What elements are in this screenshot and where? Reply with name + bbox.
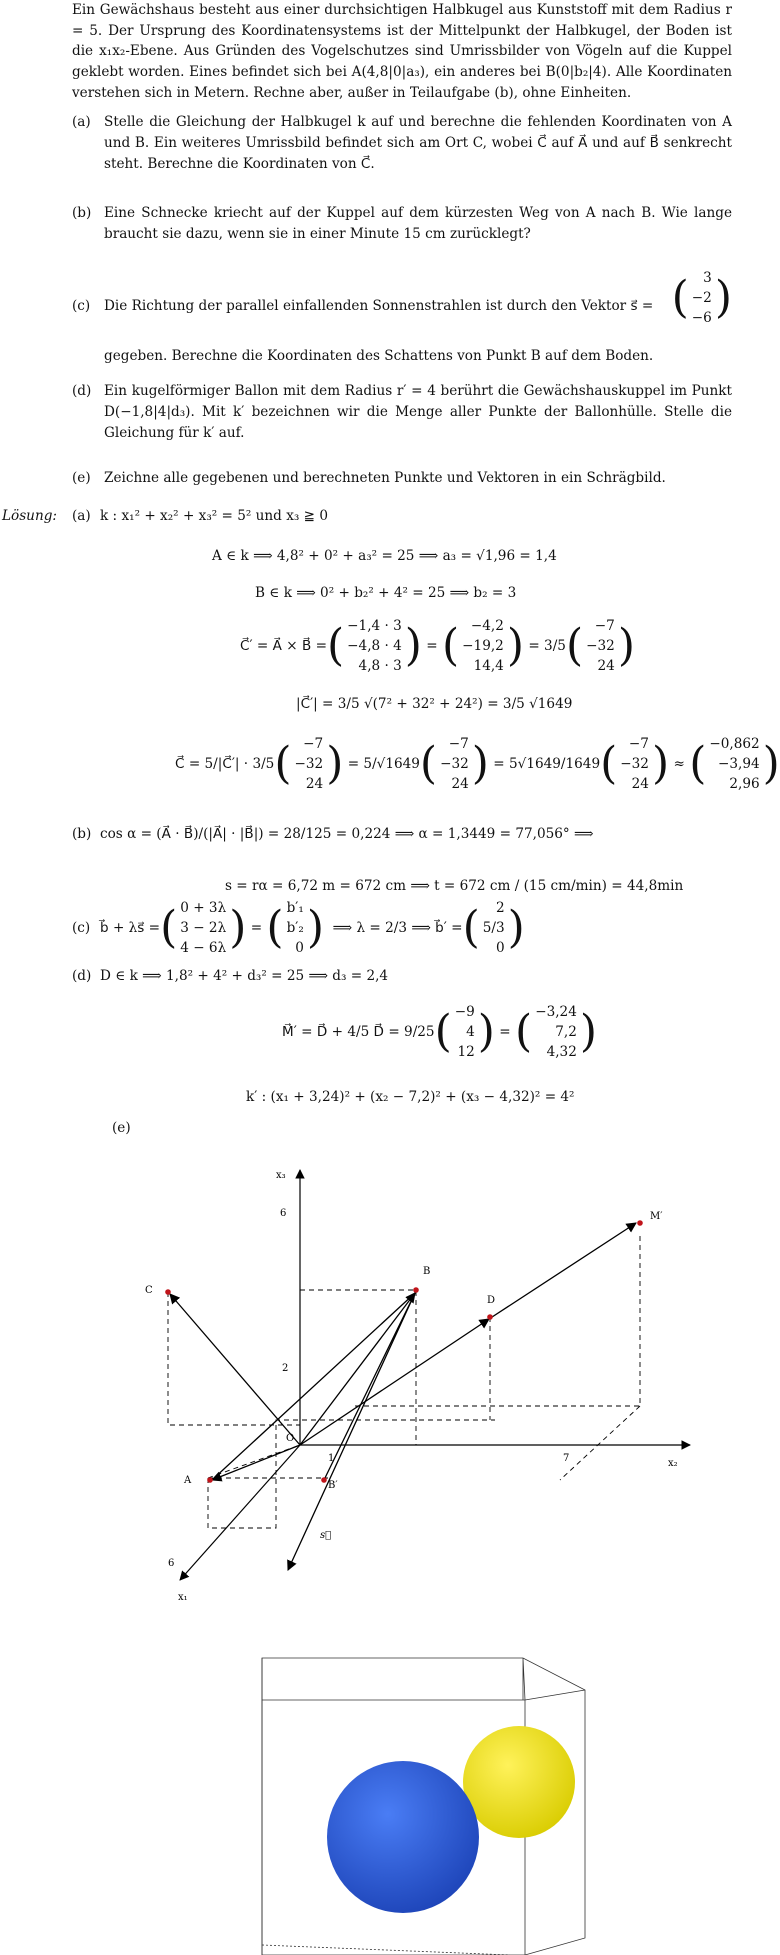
problem-intro: Ein Gewächshaus besteht aus einer durchsichtigen Halbkugel aus Kunststoff mit dem Radius r = 5. Der Ursprung des Koordinatensystems ist der Mittelpunkt der Halbkugel, der Boden ist die x₁x₂-Ebene. Aus Gründen des Vogelschutzes sind Umrissbilder von Vögeln auf die Kuppel geklebt worden. Eines befindet sich bei A(4,8|0|a₃), ein anderes bei B(0|b₂|4). Alle Koordinaten verstehen sich in Metern. Rechne aber, außer in Teilaufgabe (b), ohne Einheiten. bbox=[72, 2, 732, 101]
solution-c-label: (c) bbox=[72, 920, 91, 936]
vector-c: C⃗ = 5/|C⃗′| · 3/5 ( −7 −32 24 ) = 5/√1649 ( −7 −32 24 ) = 5√1649/1649 ( −7 −32 24 ) ≈ ( −0,862 −3,94 2,96 ) bbox=[175, 736, 780, 792]
solution-d-label: (d) bbox=[72, 968, 92, 984]
axis-x1-label: x₁ bbox=[178, 1592, 188, 1603]
solution-b-label: (b) bbox=[72, 826, 92, 842]
equation-cos-alpha: cos α = (A⃗ · B⃗)/(|A⃗| · |B⃗|) = 28/125 = 0,224 ⟹ α = 1,3449 = 77,056° ⟹ bbox=[100, 826, 594, 842]
task-text: Eine Schnecke kriecht auf der Kuppel auf dem kürzesten Weg von A nach B. Wie lange braucht sie dazu, wenn sie in einer Minute 15 cm zurücklegt? bbox=[104, 205, 732, 242]
task-d bbox=[72, 381, 732, 444]
segment-bpb bbox=[324, 1293, 415, 1480]
point-b-label: B bbox=[423, 1266, 431, 1277]
helper-lines bbox=[168, 1235, 640, 1528]
tick-label: 7 bbox=[563, 1453, 570, 1464]
axis-x3-label: x₃ bbox=[276, 1170, 286, 1181]
point-bp-label: B′ bbox=[328, 1480, 338, 1491]
point-c-label: C bbox=[145, 1285, 153, 1296]
tick-label: 1 bbox=[328, 1453, 335, 1464]
abs-c-prime: |C⃗′| = 3/5 √(7² + 32² + 24²) = 3/5 √1649 bbox=[296, 696, 573, 712]
vector-a-arrow bbox=[212, 1445, 300, 1480]
task-label: (c) bbox=[72, 298, 91, 314]
solution-e-label: (e) bbox=[112, 1120, 131, 1136]
sun-vector: ( 3 −2 −6 ) bbox=[671, 270, 732, 326]
equation-b2: B ∈ k ⟹ 0² + b₂² + 4² = 25 ⟹ b₂ = 3 bbox=[255, 585, 517, 601]
vector-m-arrow bbox=[489, 1223, 636, 1319]
equation-d3: D ∈ k ⟹ 1,8² + 4² + d₃² = 25 ⟹ d₃ = 2,4 bbox=[100, 968, 389, 984]
equation-k: k : x₁² + x₂² + x₃² = 5² und x₃ ≧ 0 bbox=[100, 508, 329, 524]
yellow-sphere bbox=[463, 1726, 575, 1838]
task-e bbox=[72, 468, 732, 489]
tick-label: 6 bbox=[168, 1558, 175, 1569]
task-text: Zeichne alle gegebenen und berechneten Punkte und Vektoren in ein Schrägbild. bbox=[104, 470, 666, 486]
cross-product: C⃗′ = A⃗ × B⃗ = ( −1,4 · 3 −4,8 · 4 4,8 · 3 ) = ( −4,2 −19,2 14,4 ) = 3/5 ( −7 −32 24 ) bbox=[240, 618, 635, 674]
task-text: Die Richtung der parallel einfallenden Sonnenstrahlen ist durch den Vektor s⃗ = bbox=[104, 298, 654, 314]
task-label: (e) bbox=[72, 470, 91, 486]
point-o-label: O bbox=[286, 1433, 295, 1444]
equation-a3: A ∈ k ⟹ 4,8² + 0² + a₃² = 25 ⟹ a₃ = √1,96 = 1,4 bbox=[212, 548, 557, 564]
equation-time: s = rα = 6,72 m = 672 cm ⟹ t = 672 cm / (15 cm/min) = 44,8min bbox=[225, 878, 684, 894]
task-label: (b) bbox=[72, 205, 92, 221]
point-d-label: D bbox=[487, 1295, 496, 1306]
equation-k-prime: k′ : (x₁ + 3,24)² + (x₂ − 7,2)² + (x₃ − 4,32)² = 4² bbox=[246, 1089, 575, 1105]
point-mp-label: M′ bbox=[650, 1211, 663, 1222]
task-text: Stelle die Gleichung der Halbkugel k auf und berechne die fehlenden Koordinaten von A und B. Ein weiteres Umrissbild befindet sich am Ort C, wobei C⃗ auf A⃗ und auf B⃗ senkrecht steht. Berechne die Koordinaten von C⃗. bbox=[104, 114, 732, 172]
task-b bbox=[72, 203, 732, 245]
axis-x2-label: x₂ bbox=[668, 1458, 678, 1469]
tick-label: 2 bbox=[282, 1363, 289, 1374]
axis-x1-line bbox=[180, 1445, 300, 1580]
solution-heading: Lösung: bbox=[2, 508, 57, 524]
task-c bbox=[72, 268, 732, 367]
shadow-equation: b⃗ + λs⃗ = ( 0 + 3λ 3 − 2λ 4 − 6λ ) = ( b′₁ b′₂ 0 ) ⟹ λ = 2/3 ⟹ b⃗′ = ( 2 5/3 0 ) bbox=[100, 900, 525, 956]
task-a bbox=[72, 112, 732, 175]
vector-s-label: s⃗ bbox=[320, 1530, 332, 1541]
point-a-label: A bbox=[184, 1475, 192, 1486]
task-text: gegeben. Berechne die Koordinaten des Schattens von Punkt B auf dem Boden. bbox=[104, 348, 654, 364]
oblique-figure bbox=[0, 1110, 733, 1610]
segment-ab bbox=[212, 1293, 415, 1480]
solution-a-label: (a) bbox=[72, 508, 91, 524]
vector-b-arrow bbox=[300, 1293, 415, 1445]
vector-c-arrow bbox=[170, 1294, 300, 1445]
task-label: (d) bbox=[72, 383, 92, 399]
vector-s-arrow bbox=[288, 1293, 415, 1570]
task-text: Ein kugelförmiger Ballon mit dem Radius r′ = 4 berührt die Gewächshauskuppel im Punkt D(−1,8|4|d₃). Mit k′ bezeichnen wir die Menge aller Punkte der Ballonhülle. Stelle die Gleichung für k′ auf. bbox=[104, 383, 732, 441]
task-label: (a) bbox=[72, 114, 91, 130]
points bbox=[165, 1220, 643, 1483]
sphere-render bbox=[250, 1650, 600, 1950]
tick-label: 6 bbox=[280, 1208, 287, 1219]
blue-sphere bbox=[327, 1761, 479, 1913]
vector-m-prime: M⃗′ = D⃗ + 4/5 D⃗ = 9/25 ( −9 4 12 ) = ( −3,24 7,2 4,32 ) bbox=[282, 1004, 598, 1060]
